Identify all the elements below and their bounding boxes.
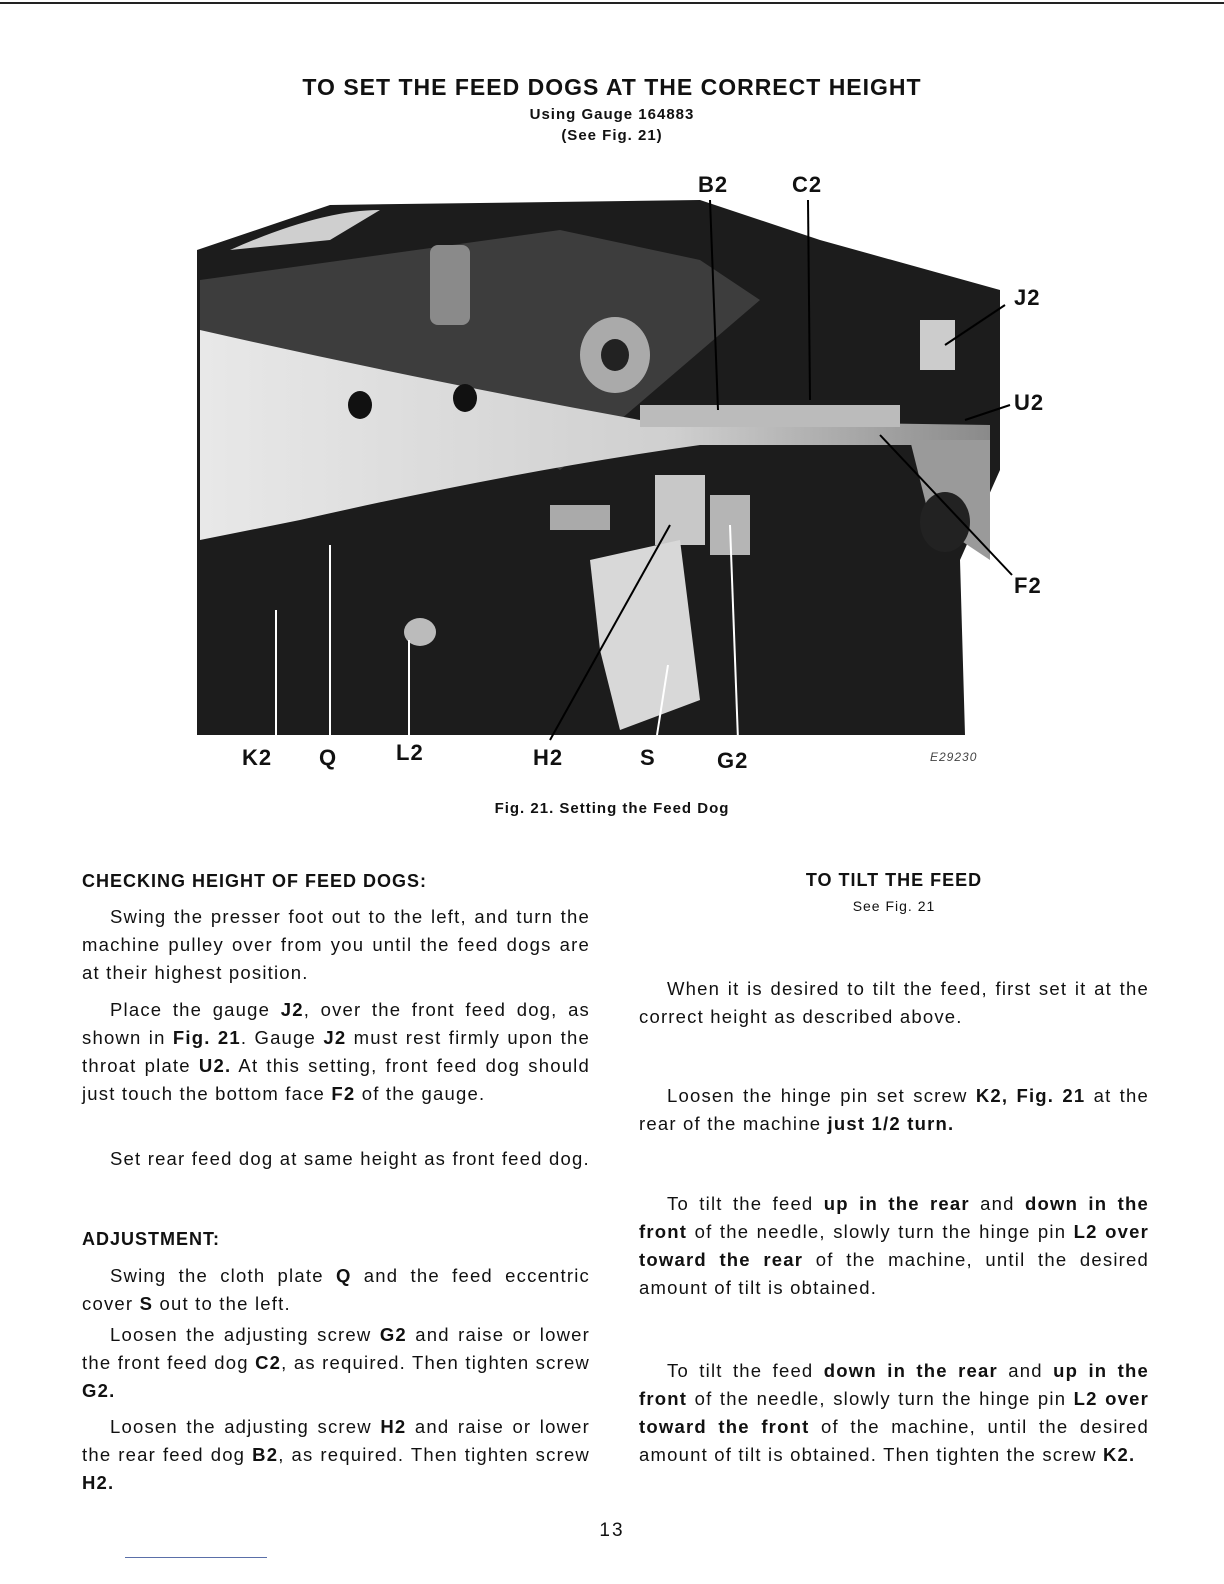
figure-caption: Fig. 21. Setting the Feed Dog	[494, 800, 730, 817]
bold-reference: down in the rear	[823, 1360, 998, 1381]
bold-reference: J2	[280, 999, 304, 1020]
bold-reference: U2.	[198, 1055, 232, 1076]
text-run: and raise or lower the rear feed dog	[82, 1416, 590, 1465]
text-run: , as required. Then tighten screw	[278, 1444, 590, 1465]
bold-reference: up in the front	[639, 1360, 1149, 1409]
text-run: and the feed eccentric cover	[82, 1265, 591, 1314]
label-b2: B2	[698, 172, 729, 197]
text-run: At this setting, front feed dog should just touch the bottom face	[82, 1055, 590, 1104]
label-q: Q	[319, 745, 338, 770]
text-run: Loosen the adjusting screw	[110, 1416, 381, 1437]
paragraph	[639, 1082, 1149, 1138]
text-run: . Gauge	[240, 1027, 324, 1048]
label-h2: H2	[533, 745, 564, 770]
text-run: Swing the presser foot out to the left, and turn the machine pulley over from you until the feed dogs are at their highest position.	[82, 906, 590, 983]
text-run: of the machine, until the desired amount of tilt is obtained.	[639, 1249, 1149, 1298]
text-run: When it is desired to tilt the feed, first set it at the correct height as described above.	[639, 978, 1149, 1027]
paragraph	[639, 1357, 1149, 1469]
bold-reference: up in the rear	[823, 1193, 970, 1214]
text-run: , over the front feed dog, as shown in	[82, 999, 591, 1048]
bold-reference: J2	[323, 1027, 347, 1048]
bold-reference: F2	[331, 1083, 356, 1104]
text-run: Set rear feed dog at same height as front feed dog.	[110, 1148, 590, 1169]
paragraph	[639, 1190, 1149, 1302]
paragraph	[82, 903, 590, 987]
bold-reference: H2	[380, 1416, 407, 1437]
label-k2: K2	[242, 745, 273, 770]
label-j2: J2	[1014, 285, 1041, 310]
bold-reference: B2	[252, 1444, 279, 1465]
label-u2: U2	[1014, 390, 1045, 415]
text-run: must rest firmly upon the throat plate	[82, 1027, 590, 1076]
text-run: at the rear of the machine	[639, 1085, 1149, 1134]
heading-checking-height: CHECKING HEIGHT OF FEED DOGS:	[82, 871, 428, 891]
bold-reference: K2, Fig. 21	[975, 1085, 1086, 1106]
bold-reference: L2 over toward the rear	[639, 1221, 1149, 1270]
paragraph	[82, 996, 590, 1108]
text-run: To tilt the feed	[667, 1360, 824, 1381]
label-s: S	[640, 745, 656, 770]
text-run: of the needle, slowly turn the hinge pin	[687, 1221, 1074, 1242]
text-run: of the needle, slowly turn the hinge pin	[687, 1388, 1074, 1409]
text-run: and	[997, 1360, 1054, 1381]
paragraph	[82, 1145, 590, 1173]
text-run: To tilt the feed	[667, 1193, 824, 1214]
bold-reference: S	[139, 1293, 154, 1314]
text-run: and raise or lower the front feed dog	[82, 1324, 590, 1373]
heading-tilt-feed: TO TILT THE FEED	[805, 870, 983, 890]
bold-reference: just 1/2 turn.	[827, 1113, 955, 1134]
bold-reference: down in the front	[639, 1193, 1149, 1242]
text-run: Loosen the hinge pin set screw	[667, 1085, 976, 1106]
subheading-see-fig: See Fig. 21	[852, 898, 936, 914]
text-run: and	[969, 1193, 1025, 1214]
subtitle-see-fig: (See Fig. 21)	[561, 127, 663, 144]
label-c2: C2	[792, 172, 823, 197]
page-number: 13	[599, 1520, 625, 1541]
text-run: of the gauge.	[355, 1083, 486, 1104]
bold-reference: C2	[255, 1352, 282, 1373]
text-run: , as required. Then tighten screw	[281, 1352, 590, 1373]
text-run: of the machine, until the desired amount of tilt is obtained. Then tighten the screw	[639, 1416, 1149, 1465]
text-run: Loosen the adjusting screw	[110, 1324, 380, 1345]
bold-reference: G2.	[82, 1380, 116, 1401]
bold-reference: L2 over toward the front	[639, 1388, 1149, 1437]
footer-rule	[125, 1557, 267, 1558]
heading-adjustment: ADJUSTMENT:	[82, 1229, 221, 1249]
bold-reference: Fig. 21	[172, 1027, 241, 1048]
text-run: Place the gauge	[110, 999, 281, 1020]
label-l2: L2	[396, 740, 424, 765]
bold-reference: Q	[335, 1265, 352, 1286]
bold-reference: G2	[379, 1324, 407, 1345]
bold-reference: H2.	[82, 1472, 115, 1493]
paragraph	[82, 1262, 590, 1318]
page-title: TO SET THE FEED DOGS AT THE CORRECT HEIGHT	[302, 74, 922, 100]
bold-reference: K2.	[1102, 1444, 1136, 1465]
label-f2: F2	[1014, 573, 1042, 598]
text-run: Swing the cloth plate	[110, 1265, 336, 1286]
text-run: out to the left.	[153, 1293, 291, 1314]
paragraph	[639, 975, 1149, 1031]
label-g2: G2	[717, 748, 749, 773]
paragraph	[82, 1413, 590, 1497]
paragraph	[82, 1321, 590, 1405]
figure-code: E29230	[930, 750, 978, 764]
subtitle-gauge: Using Gauge 164883	[529, 106, 695, 123]
